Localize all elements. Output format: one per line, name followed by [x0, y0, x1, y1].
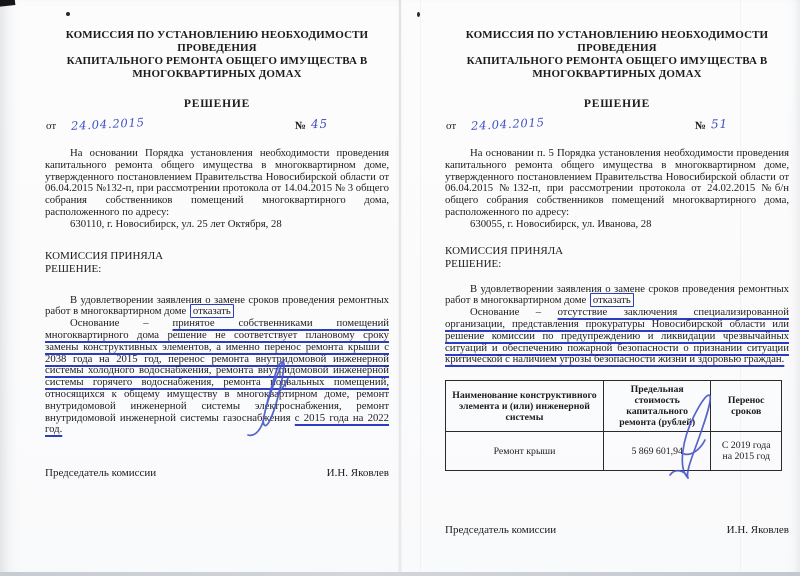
grounds-paragraph	[445, 307, 789, 366]
commission-title-line: МНОГОКВАРТИРНЫХ ДОМАХ	[132, 68, 302, 80]
scan-streak	[420, 0, 421, 576]
chairman-label: Председатель комиссии	[45, 467, 157, 480]
handwritten-date: 24.04.2015	[70, 115, 146, 133]
refusal-text: В удовлетворении заявления о замене сроков проведения ремонтных работ в многоквартирном доме	[45, 293, 389, 318]
cell-cost: 5 869 601,94	[603, 432, 711, 471]
commission-title-line: КОМИССИЯ ПО УСТАНОВЛЕНИЮ НЕОБХОДИМОСТИ ПРОВЕДЕНИЯ	[65, 29, 369, 54]
date-from-label: от	[46, 120, 57, 132]
date-number-row	[445, 117, 789, 135]
basis-paragraph: На основании п. 5 Порядка установления необходимости проведения капитального ремонта общего имущества в многоквартирном доме, утвержденного постановлением Правительства Новосибирской области от 06.04.2015 №132-п, при рассмотрении протокола от 24.02.2015 №б/н общего собрания собственников помещений многоквартирного дома, расположенного по адресу:	[445, 147, 789, 218]
cell-reschedule: С 2019 года на 2015 год	[711, 432, 782, 471]
grounds-label: Основание –	[470, 306, 558, 319]
scan-artifact-corner	[0, 0, 15, 7]
commission-accepted-line: КОМИССИЯ ПРИНЯЛА	[445, 244, 564, 257]
commission-title-line: КАПИТАЛЬНОГО РЕМОНТА ОБЩЕГО ИМУЩЕСТВА В	[66, 55, 368, 67]
decision-heading: РЕШЕНИЕ	[183, 98, 251, 110]
commission-accepted-line: КОМИССИЯ ПРИНЯЛА	[45, 249, 164, 262]
table-header-row	[446, 381, 782, 432]
grounds-underlined-segment: принятое собственниками помещений многоквартирного дома решение не соответствует плановому сроку замены конструктивных элементов, а именно перенос ремонта крыши с 2038 года на 2015 год, перенос ремонта внутридомовой инженерной системы холодного водоснабжения, ремонта внутридомовой инженерной системы горячего водоснабжения, ремонта подвальных помещений,	[45, 317, 390, 389]
chairman-name: И.Н. Яковлев	[326, 467, 389, 480]
handwritten-number: 51	[710, 116, 729, 132]
building-address: 630110, г. Новосибирск, ул. 25 лет Октября, 28	[70, 217, 282, 230]
column-header-cost: Предельная стоимость капитального ремонта (рублей)	[603, 381, 711, 432]
number-label: №	[695, 120, 707, 132]
column-header-element: Наименование конструктивного элемента и (или) инженерной системы	[446, 381, 604, 432]
grounds-paragraph	[45, 318, 389, 436]
building-address: 630055, г. Новосибирск, ул. Иванова, 28	[470, 217, 652, 230]
commission-title-line: КАПИТАЛЬНОГО РЕМОНТА ОБЩЕГО ИМУЩЕСТВА В	[466, 55, 768, 67]
resolution-colon-line: РЕШЕНИЕ:	[445, 257, 502, 270]
scan-streak	[740, 0, 741, 576]
refusal-text: В удовлетворении заявления о замене сроков проведения ремонтных работ в многоквартирном доме	[445, 282, 789, 307]
repair-cost-table	[445, 380, 782, 471]
handwritten-number: 45	[310, 116, 329, 132]
resolution-colon-line: РЕШЕНИЕ:	[45, 262, 102, 275]
page-content	[45, 0, 389, 479]
date-number-row	[45, 117, 389, 135]
commission-title	[445, 29, 789, 81]
grounds-label: Основание –	[70, 317, 173, 330]
commission-title-line: МНОГОКВАРТИРНЫХ ДОМАХ	[532, 68, 702, 80]
chairman-label: Председатель комиссии	[445, 524, 557, 537]
commission-title-line: КОМИССИЯ ПО УСТАНОВЛЕНИЮ НЕОБХОДИМОСТИ ПРОВЕДЕНИЯ	[465, 29, 769, 54]
refusal-paragraph	[45, 295, 389, 319]
date-from-label: от	[446, 120, 457, 132]
scan-edge-strip	[0, 572, 800, 576]
decision-heading: РЕШЕНИЕ	[583, 98, 651, 110]
grounds-underlined-segment: с 2015 года на 2022 год.	[45, 411, 389, 436]
grounds-plain-segment: относящихся к общему имуществу в многоквартирном доме, ремонт внутридомовой инженерной системы электроснабжения, ремонт внутридомовой инженерной системы газоснабжения	[45, 387, 389, 424]
signature-row	[45, 467, 389, 479]
cell-element: Ремонт крыши	[446, 432, 604, 471]
refusal-boxed-word: отказать	[190, 304, 234, 318]
column-header-reschedule: Перенос сроков	[711, 381, 782, 432]
refusal-paragraph	[445, 284, 789, 308]
grounds-underlined-segment: отсутствие заключения специализированной организации, представления прокуратуры Новосибирской области или решение комиссии по предупреждению и ликвидации чрезвычайных ситуаций и обеспечению пожарной безопасности о признании ситуации критической с наличием угрозы безопасности жизни и здоровью граждан.	[445, 306, 789, 366]
handwritten-date: 24.04.2015	[470, 115, 546, 133]
refusal-boxed-word: отказать	[590, 293, 634, 307]
chairman-name: И.Н. Яковлев	[726, 524, 789, 537]
page-content	[445, 0, 789, 536]
commission-title	[45, 29, 389, 81]
table-row	[446, 432, 782, 471]
number-label: №	[295, 120, 307, 132]
signature-row	[445, 524, 789, 536]
basis-paragraph: На основании Порядка установления необходимости проведения капитального ремонта общего имущества в многоквартирном доме, утвержденного постановлением Правительства Новосибирской области от 06.04.2015 №132-п, при рассмотрении протокола от 14.04.2015 № 3 общего собрания собственников помещений многоквартирного дома, расположенного по адресу:	[45, 147, 389, 218]
page-seam-divider	[399, 0, 401, 576]
